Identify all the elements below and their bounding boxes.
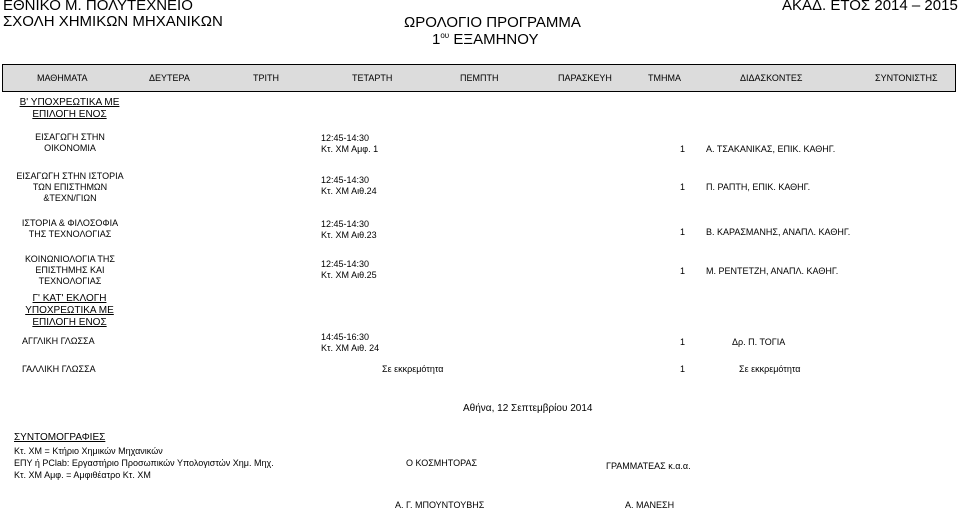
- abbreviation-line: Κτ. ΧΜ = Κτήριο Χημικών Μηχανικών: [14, 446, 163, 456]
- col-wednesday: ΤΕΤΑΡΤΗ: [352, 73, 393, 83]
- abbreviation-line: Κτ. ΧΜ Αμφ. = Αμφιθέατρο Κτ. ΧΜ: [14, 470, 151, 480]
- course-room: Κτ. ΧΜ Αιθ.25: [321, 270, 377, 280]
- course-section: 1: [680, 144, 686, 154]
- col-instructors: ΔΙΔΑΣΚΟΝΤΕΣ: [740, 73, 803, 83]
- signing-date: Αθήνα, 12 Σεπτεμβρίου 2014: [463, 403, 593, 414]
- course-section: 1: [680, 364, 686, 374]
- course-room: Κτ. ΧΜ Αμφ. 1: [321, 144, 379, 154]
- course-time: 12:45-14:30: [321, 133, 370, 143]
- course-time: Σε εκκρεμότητα: [382, 364, 444, 374]
- course-name: ΚΟΙΝΩΝΙΟΛΟΓΙΑ ΤΗΣ ΕΠΙΣΤΗΜΗΣ ΚΑΙ ΤΕΧΝΟΛΟΓΙΑΣ: [25, 254, 115, 286]
- course-room: Κτ. ΧΜ Αιθ. 24: [321, 343, 380, 353]
- course-section: 1: [680, 227, 686, 237]
- col-thursday: ΠΕΜΠΤΗ: [460, 73, 499, 83]
- col-monday: ΔΕΥΤΕΡΑ: [149, 73, 190, 83]
- course-name: ΑΓΓΛΙΚΗ ΓΛΩΣΣΑ: [22, 336, 95, 346]
- course-time: 12:45-14:30: [321, 259, 370, 269]
- col-section: ΤΜΗΜΑ: [648, 73, 681, 83]
- section-g-heading: Γ' ΚΑΤ' ΕΚΛΟΓΗ ΥΠΟΧΡΕΩΤΙΚΑ ΜΕ ΕΠΙΛΟΓΗ ΕΝΟΣ: [25, 293, 114, 328]
- university-name: ΕΘΝΙΚΟ Μ. ΠΟΛΥΤΕΧΝΕΙΟ: [3, 0, 193, 14]
- col-friday: ΠΑΡΑΣΚΕΥΗ: [558, 73, 612, 83]
- course-time: 12:45-14:30: [321, 175, 370, 185]
- course-section: 1: [680, 182, 686, 192]
- course-instructor: Α. ΤΣΑΚΑΝΙΚΑΣ, ΕΠΙΚ. ΚΑΘΗΓ.: [706, 144, 836, 154]
- secretary-title: ΓΡΑΜΜΑΤΕΑΣ κ.α.α.: [606, 461, 691, 471]
- course-instructor: Δρ. Π. ΤΟΓΙΑ: [732, 337, 786, 347]
- course-instructor: Σε εκκρεμότητα: [739, 364, 801, 374]
- course-name: ΙΣΤΟΡΙΑ & ΦΙΛΟΣΟΦΙΑ ΤΗΣ ΤΕΧΝΟΛΟΓΙΑΣ: [21, 218, 119, 239]
- course-name: ΓΑΛΛΙΚΗ ΓΛΩΣΣΑ: [22, 364, 96, 374]
- academic-year: ΑΚΑΔ. ΕΤΟΣ 2014 – 2015: [782, 0, 958, 14]
- section-b-heading: Β' ΥΠΟΧΡΕΩΤΙΚΑ ΜΕ ΕΠΙΛΟΓΗ ΕΝΟΣ: [19, 97, 120, 120]
- course-name: ΕΙΣΑΓΩΓΗ ΣΤΗΝ ΟΙΚΟΝΟΜΙΑ: [35, 132, 105, 153]
- col-tuesday: ΤΡΙΤΗ: [253, 73, 279, 83]
- abbreviations-title: ΣΥΝΤΟΜΟΓΡΑΦΙΕΣ: [14, 432, 106, 443]
- course-instructor: Β. ΚΑΡΑΣΜΑΝΗΣ, ΑΝΑΠΛ. ΚΑΘΗΓ.: [706, 227, 851, 237]
- course-name: ΕΙΣΑΓΩΓΗ ΣΤΗΝ ΙΣΤΟΡΙΑ ΤΩΝ ΕΠΙΣΤΗΜΩΝ &ΤΕΧΝ/ΓΙΩΝ: [16, 171, 124, 203]
- course-instructor: Π. ΡΑΠΤΗ, ΕΠΙΚ. ΚΑΘΗΓ.: [706, 182, 811, 192]
- secretary-name: Α. ΜΑΝΕΣΗ: [625, 500, 675, 510]
- course-room: Κτ. ΧΜ Αιθ.23: [321, 230, 377, 240]
- course-room: Κτ. ΧΜ Αιθ.24: [321, 186, 377, 196]
- dean-title: Ο ΚΟΣΜΗΤΟΡΑΣ: [406, 458, 478, 468]
- course-instructor: Μ. ΡΕΝΤΕΤΖΗ, ΑΝΑΠΛ. ΚΑΘΗΓ.: [706, 266, 839, 276]
- school-name: ΣΧΟΛΗ ΧΗΜΙΚΩΝ ΜΗΧΑΝΙΚΩΝ: [3, 13, 223, 30]
- dean-name: Α. Γ. ΜΠΟΥΝΤΟΥΒΗΣ: [395, 500, 485, 510]
- page-title: ΩΡΟΛΟΓΙΟ ΠΡΟΓΡΑΜΜΑ: [404, 14, 581, 31]
- col-coordinator: ΣΥΝΤΟΝΙΣΤΗΣ: [875, 73, 938, 83]
- column-header-bar: [2, 64, 956, 92]
- semester-label: $1^{o\upsilon}$ ΕΞΑΜΗΝΟΥ: [432, 31, 539, 48]
- col-courses: ΜΑΘΗΜΑΤΑ: [37, 73, 88, 83]
- abbreviation-line: ΕΠΥ ή PClab: Εργαστήριο Προσωπικών Υπολογιστών Χημ. Μηχ.: [14, 458, 274, 468]
- course-section: 1: [680, 337, 686, 347]
- course-section: 1: [680, 266, 686, 276]
- course-time: 12:45-14:30: [321, 219, 370, 229]
- course-time: 14:45-16:30: [321, 332, 370, 342]
